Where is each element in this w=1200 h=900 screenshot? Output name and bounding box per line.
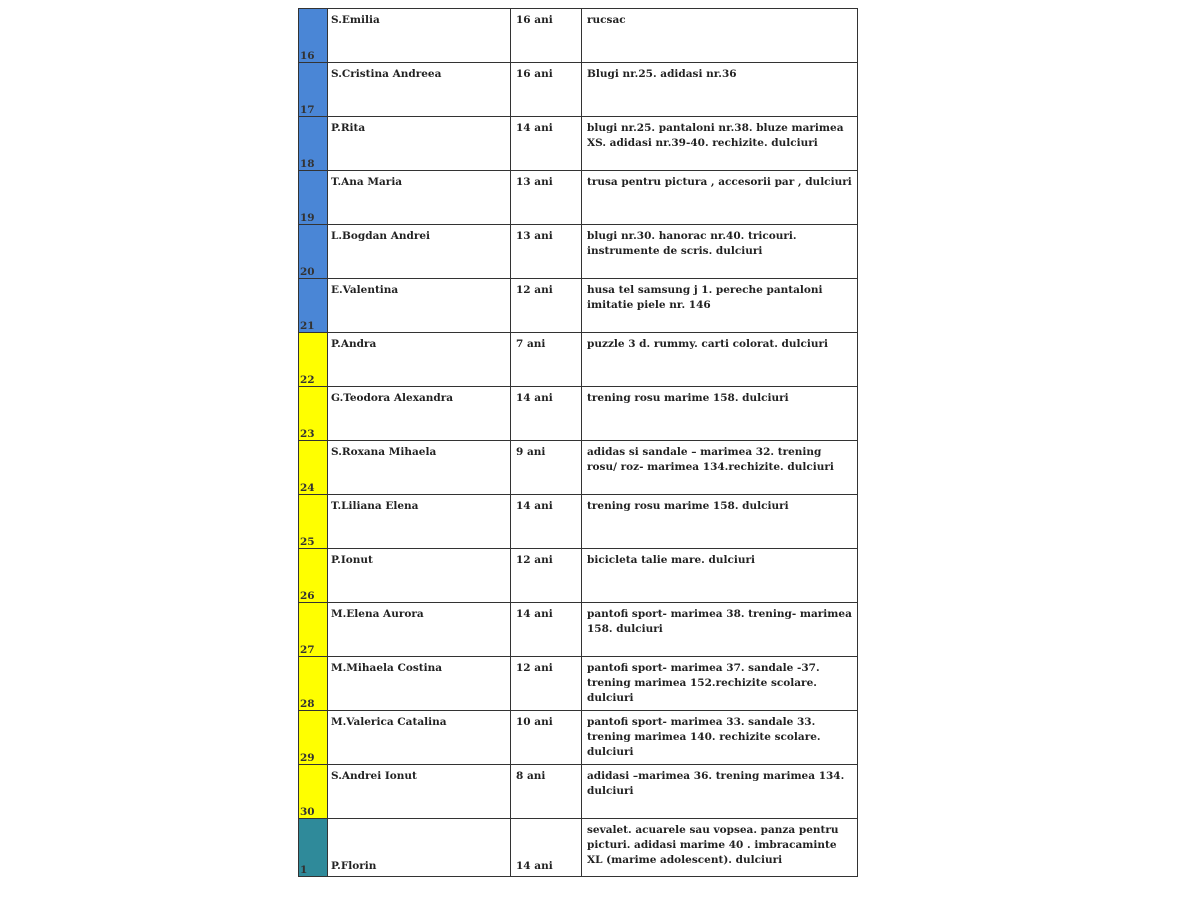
- gift-request: blugi nr.30. hanorac nr.40. tricouri. instrumente de scris. dulciuri: [582, 225, 858, 279]
- child-name: P.Florin: [328, 819, 511, 877]
- table-row: [299, 603, 858, 657]
- row-number-cell: [299, 9, 328, 63]
- child-name: T.Ana Maria: [328, 171, 511, 225]
- table-row: [299, 765, 858, 819]
- gift-request: bicicleta talie mare. dulciuri: [582, 549, 858, 603]
- row-number: 19: [300, 212, 315, 224]
- row-number: 21: [300, 320, 315, 332]
- child-age: 12 ani: [511, 549, 582, 603]
- table-row: [299, 711, 858, 765]
- table-row: [299, 225, 858, 279]
- row-number: 27: [300, 644, 315, 656]
- row-number-cell: [299, 495, 328, 549]
- child-age: 8 ani: [511, 765, 582, 819]
- gift-request: Blugi nr.25. adidasi nr.36: [582, 63, 858, 117]
- gift-request: trening rosu marime 158. dulciuri: [582, 495, 858, 549]
- child-age: 13 ani: [511, 171, 582, 225]
- gift-request: sevalet. acuarele sau vopsea. panza pentru picturi. adidasi marime 40 . imbracaminte XL (marime adolescent). dulciuri: [582, 819, 858, 877]
- row-number-cell: [299, 603, 328, 657]
- child-name: S.Roxana Mihaela: [328, 441, 511, 495]
- row-number-cell: [299, 171, 328, 225]
- child-age: 14 ani: [511, 603, 582, 657]
- child-name: M.Mihaela Costina: [328, 657, 511, 711]
- row-number: 25: [300, 536, 315, 548]
- row-number-cell: [299, 333, 328, 387]
- row-number: 26: [300, 590, 315, 602]
- child-name: P.Andra: [328, 333, 511, 387]
- child-age: 13 ani: [511, 225, 582, 279]
- child-age: 14 ani: [511, 495, 582, 549]
- child-age: 7 ani: [511, 333, 582, 387]
- gift-request: husa tel samsung j 1. pereche pantaloni imitatie piele nr. 146: [582, 279, 858, 333]
- table-row: [299, 171, 858, 225]
- row-number: 22: [300, 374, 315, 386]
- child-name: M.Elena Aurora: [328, 603, 511, 657]
- child-age: 10 ani: [511, 711, 582, 765]
- row-number: 1: [300, 864, 308, 876]
- table-row: [299, 279, 858, 333]
- row-number: 17: [300, 104, 315, 116]
- gift-request: rucsac: [582, 9, 858, 63]
- row-number: 24: [300, 482, 315, 494]
- gift-request: blugi nr.25. pantaloni nr.38. bluze marimea XS. adidasi nr.39-40. rechizite. dulciuri: [582, 117, 858, 171]
- child-name: P.Rita: [328, 117, 511, 171]
- gift-request: pantofi sport- marimea 33. sandale 33. trening marimea 140. rechizite scolare. dulciuri: [582, 711, 858, 765]
- child-age: 16 ani: [511, 63, 582, 117]
- row-number-cell: [299, 657, 328, 711]
- row-number-cell: [299, 279, 328, 333]
- gift-request: adidas si sandale – marimea 32. trening rosu/ roz- marimea 134.rechizite. dulciuri: [582, 441, 858, 495]
- row-number: 16: [300, 50, 315, 62]
- row-number: 18: [300, 158, 315, 170]
- row-number-cell: [299, 117, 328, 171]
- row-number-cell: [299, 819, 328, 877]
- row-number: 29: [300, 752, 315, 764]
- row-number: 20: [300, 266, 315, 278]
- child-name: P.Ionut: [328, 549, 511, 603]
- gift-request: adidasi –marimea 36. trening marimea 134. dulciuri: [582, 765, 858, 819]
- child-age: 14 ani: [511, 819, 582, 877]
- table-row: [299, 495, 858, 549]
- child-name: S.Cristina Andreea: [328, 63, 511, 117]
- child-name: L.Bogdan Andrei: [328, 225, 511, 279]
- child-age: 14 ani: [511, 387, 582, 441]
- child-age: 12 ani: [511, 657, 582, 711]
- row-number-cell: [299, 711, 328, 765]
- gift-request: pantofi sport- marimea 38. trening- marimea 158. dulciuri: [582, 603, 858, 657]
- gift-list-table: [298, 8, 858, 877]
- row-number: 23: [300, 428, 315, 440]
- row-number: 28: [300, 698, 315, 710]
- row-number-cell: [299, 63, 328, 117]
- table-row: [299, 387, 858, 441]
- child-name: T.Liliana Elena: [328, 495, 511, 549]
- gift-request: trening rosu marime 158. dulciuri: [582, 387, 858, 441]
- table-row: [299, 9, 858, 63]
- row-number-cell: [299, 441, 328, 495]
- gift-list-table-page: [298, 8, 858, 890]
- child-name: M.Valerica Catalina: [328, 711, 511, 765]
- child-age: 9 ani: [511, 441, 582, 495]
- table-row: [299, 441, 858, 495]
- table-row: [299, 657, 858, 711]
- gift-request: trusa pentru pictura , accesorii par , dulciuri: [582, 171, 858, 225]
- table-row: [299, 117, 858, 171]
- row-number-cell: [299, 765, 328, 819]
- child-name: E.Valentina: [328, 279, 511, 333]
- table-row: [299, 63, 858, 117]
- gift-request: puzzle 3 d. rummy. carti colorat. dulciuri: [582, 333, 858, 387]
- table-row: [299, 333, 858, 387]
- row-number: 30: [300, 806, 315, 818]
- child-age: 12 ani: [511, 279, 582, 333]
- table-row: [299, 819, 858, 877]
- child-name: G.Teodora Alexandra: [328, 387, 511, 441]
- child-age: 14 ani: [511, 117, 582, 171]
- child-name: S.Emilia: [328, 9, 511, 63]
- row-number-cell: [299, 387, 328, 441]
- child-age: 16 ani: [511, 9, 582, 63]
- table-row: [299, 549, 858, 603]
- row-number-cell: [299, 225, 328, 279]
- child-name: S.Andrei Ionut: [328, 765, 511, 819]
- gift-request: pantofi sport- marimea 37. sandale -37. trening marimea 152.rechizite scolare. dulciuri: [582, 657, 858, 711]
- row-number-cell: [299, 549, 328, 603]
